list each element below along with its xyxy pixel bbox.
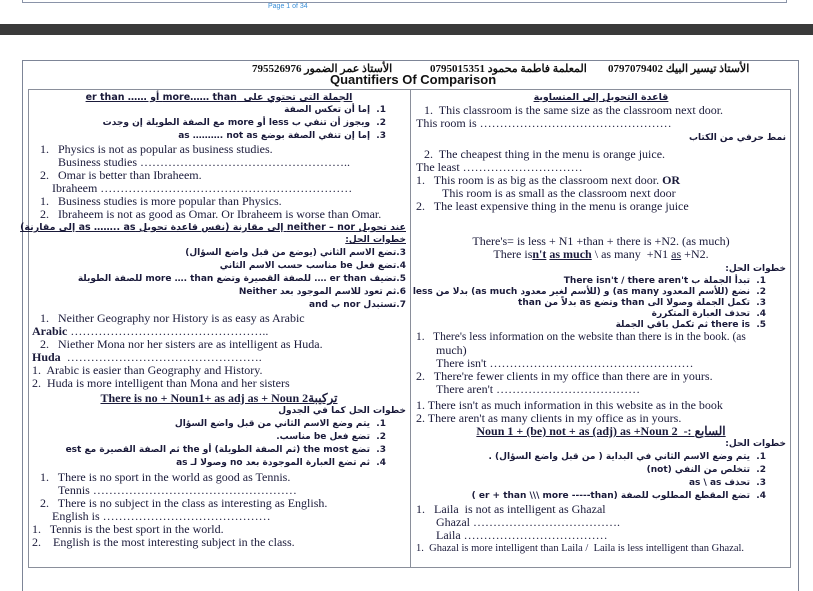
question: 1. Physics is not as popular as business studies. (40, 142, 273, 156)
section-heading: قاعدة التحويل إلى المتساوية (533, 92, 669, 103)
question: 2. Omar is better than Ibraheem. (40, 168, 202, 182)
formula-2: There isn't as much \ as many +N1 as +N2. (493, 247, 709, 261)
step: 3. تكمل الجملة وصولا الى than وتضع as بدلاً من than (518, 298, 766, 308)
answer-blank: Business studies …………………………………………….. (58, 155, 351, 169)
answer: 1. This room is as big as the classroom next door. (416, 173, 660, 187)
page-separator-band (0, 24, 813, 35)
answer: 2. Ibraheem is not as good as Omar. Or Ibraheem is worse than Omar. (40, 207, 382, 221)
answer: 2. There aren't as many clients in my office as in yours. (416, 411, 682, 425)
question: 2. There're fewer clients in my office than there are in yours. (416, 369, 713, 383)
answer-label: Arabic (32, 324, 68, 338)
answer-blank: Tennis …………………………………………… (58, 483, 297, 497)
column-divider (410, 89, 411, 567)
step: 4. تحذف العبارة المتكررة (651, 309, 766, 319)
answer: 1. Business studies is more popular than Physics. (40, 194, 282, 208)
rule: 3. إما إن تنفي الصفة بوضع as ………. not as (178, 131, 386, 141)
steps-title: خطوات الحل كما في الجدول (278, 406, 406, 416)
answer-blank: …………………………………………. (60, 350, 262, 364)
step: 6.ثم تعود للاسم الموجود بعد Neither (238, 287, 406, 297)
step: 2. تضع فعل be مناسب. (276, 432, 386, 442)
question: 2. The cheapest thing in the menu is orange juice. (424, 147, 666, 161)
page-title: Quantifiers Of Comparison (330, 72, 497, 87)
step: 3. تحذف as \ as (688, 478, 766, 488)
teacher-1-contact: الأستاذ تيسير البيك 0797079402 (608, 63, 750, 75)
step: 5.تضيف er than …. للصفة القصيرة وتضع more …. than للصفة الطويلة (77, 274, 406, 284)
answer-blank: There aren't ……………………………… (436, 382, 641, 396)
right-column (412, 91, 786, 555)
textbook-note: نمط حرفي من الكتاب (688, 133, 786, 143)
answer-blank: Ibraheem ……………………………………………………… (52, 181, 353, 195)
answer-blank: Laila ……………………………… (436, 528, 608, 542)
answer-label: Huda (32, 350, 61, 364)
answer-blank: There isn't …………………………………………… (436, 356, 694, 370)
step: 1. يتم وضع الاسم الثاني من قبل واضع السؤال (174, 419, 386, 429)
teacher-2-contact: المعلمة فاطمة محمود 0795015351 (430, 63, 587, 75)
question: 1. Laila is not as intelligent as Ghazal (416, 502, 606, 516)
answer: 2. The least expensive thing in the menu is orange juice (416, 199, 689, 213)
answer-blank: The least ………………………… (416, 160, 583, 174)
step: 7.تستبدل nor ب and (309, 300, 406, 310)
question: 2. Niether Mona nor her sisters are as intelligent as Huda. (40, 337, 323, 351)
question: 1. There is no sport in the world as good as Tennis. (40, 470, 291, 484)
question: 1. There's less information on the website than there is in the book. (as (416, 331, 746, 343)
question: 1. Neither Geography nor History is as easy as Arabic (40, 311, 305, 325)
page-indicator: Page 1 of 34 (268, 3, 308, 10)
step: 5. there is ثم تكمل باقي الجملة (615, 320, 766, 330)
step: 4. ثم تضع العبارة الموجودة بعد no وصولا لـ as (176, 458, 386, 468)
steps-title: خطوات الحل: (345, 235, 406, 245)
teacher-3-contact: الأستاذ عمر الضمور 795526976 (252, 63, 393, 75)
step: 1. تبدأ الجملة ب There isn't / there aren't (563, 276, 766, 286)
steps-title: خطوات الحل: (725, 264, 786, 274)
step: 3. تضع the most (ثم الصفة الطويلة) أو the ثم الصفة القصيرة مع est (65, 445, 386, 455)
answer: 2. English is the most interesting subject in the class. (32, 535, 295, 549)
step: 4.تضع فعل be مناسب حسب الاسم الثاني (219, 261, 406, 271)
question: 1. This classroom is the same size as the classroom next door. (424, 103, 724, 117)
answer: 1. Tennis is the best sport in the world. (32, 522, 224, 536)
answer-blank: English is …………………………………… (52, 509, 271, 523)
answer: 1. Arabic is easier than Geography and History. (32, 363, 263, 377)
section-heading: الجملة التي تحتوي على more…… than أو …… er than (85, 92, 353, 103)
question-continued: much) (436, 343, 467, 357)
step: 2. نضع (للأسم المعدود as many) و (للأسم لغير معدود as much) بدلا من less (412, 287, 766, 297)
left-column (20, 91, 406, 549)
rule: 1. إما أن تعكس الصفة (284, 105, 386, 115)
previous-page-edge (22, 0, 787, 3)
rule: 2. ويجوز أن تنفي ب less أو more مع الصفة الطويلة إن وجدت (102, 118, 386, 128)
answer-blank: This room is ………………………………………… (416, 116, 672, 130)
answer-blank: ………………………………………….. (67, 324, 269, 338)
question: 2. There is no subject in the class as interesting as English. (40, 496, 328, 510)
answer: This room is as small as the classroom next door (442, 186, 676, 200)
answer: 2. Huda is more intelligent than Mona and her sisters (32, 376, 290, 390)
answer: 1. There isn't as much information in this website as in the book (416, 398, 723, 412)
answer-blank: Ghazal ………………………………. (436, 515, 620, 529)
formula-1: There's= is less + N1 +than + there is +N2. (as much) (472, 234, 730, 248)
answer: 1. Ghazal is more intelligent than Laila / Laila is less intelligent than Ghazal. (416, 543, 745, 554)
step: 2. تتخلص من النفي (not) (646, 465, 766, 475)
section-heading: There is no + Noun1+ as adj as + Noun 2تركيبة (100, 391, 338, 405)
section-heading: Noun 1 + (be) not + as (adj) as +Noun 2 -: السابع (476, 424, 726, 438)
step: 4. تضع المقطع المطلوب للصفة (er + than \\\ more -----than ) (471, 491, 766, 501)
steps-title: خطوات الحل: (725, 439, 786, 449)
step: 3.تضع الاسم الثاني (يوضع من قبل واضع السؤال) (185, 248, 406, 258)
or-label: OR (659, 173, 681, 187)
step: 1. يتم وضع الاسم الثاني في البداية ( من قبل واضع السؤال) . (488, 452, 766, 462)
section-heading: عند تحويل neither – nor إلى مقارنة (نفس قاعدة تحويل as …….. as إلى مقارنة) (20, 222, 406, 233)
